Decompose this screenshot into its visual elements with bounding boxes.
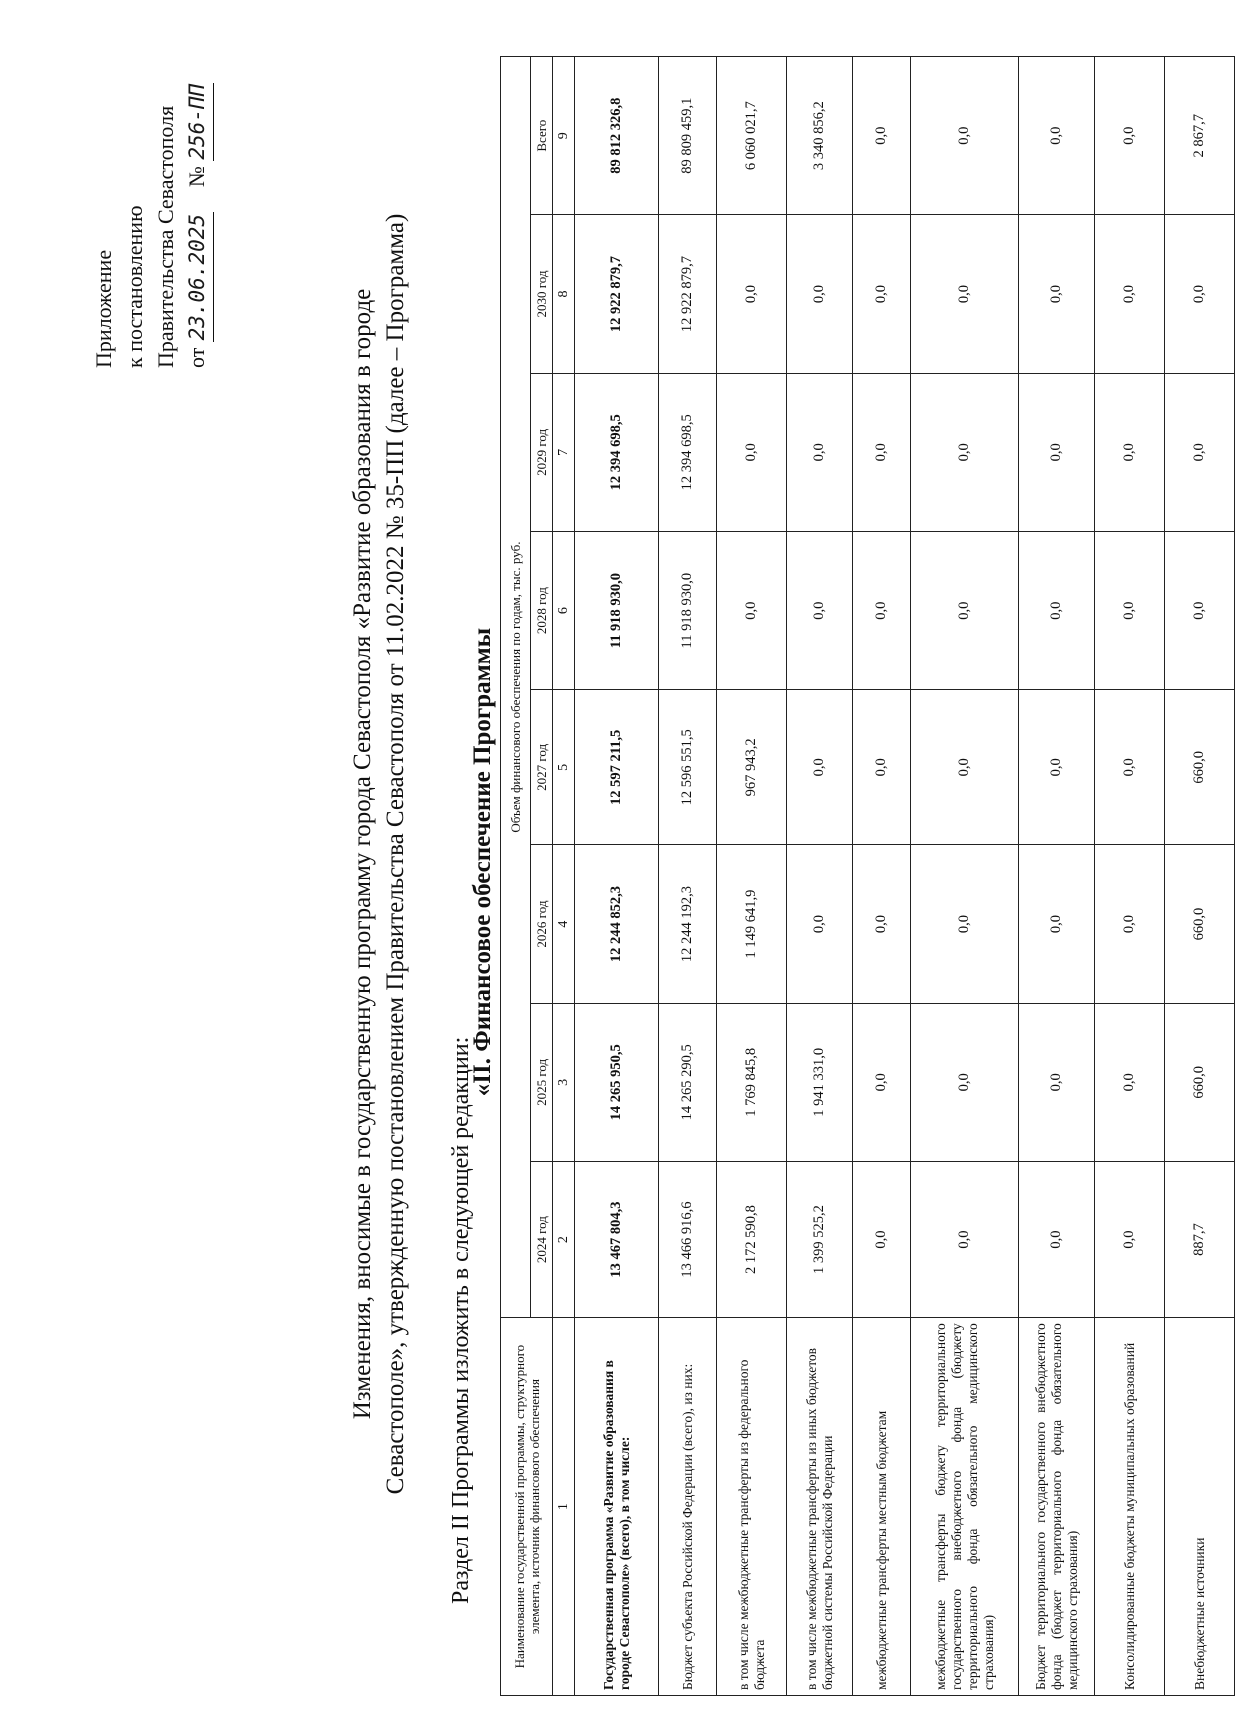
value-cell: 89 809 459,1	[659, 57, 717, 215]
index-cell: 8	[553, 215, 575, 373]
value-cell: 0,0	[1095, 690, 1165, 845]
value-cell: 0,0	[717, 373, 787, 531]
value-cell: 0,0	[787, 215, 853, 373]
row-name: Бюджет территориального государственного внебюджетного фонда (бюджет территориального фонда обязательного медицинского страхования)	[1019, 1318, 1095, 1696]
financing-table	[500, 56, 1235, 1696]
value-cell: 1 399 525,2	[787, 1162, 853, 1318]
value-cell: 0,0	[911, 373, 1019, 531]
value-cell: 2 867,7	[1165, 57, 1235, 215]
index-cell: 6	[553, 531, 575, 689]
value-cell: 0,0	[911, 690, 1019, 845]
value-cell: 0,0	[1019, 1162, 1095, 1318]
number-prefix: №	[184, 166, 209, 188]
value-cell: 967 943,2	[717, 690, 787, 845]
index-cell: 2	[553, 1162, 575, 1318]
value-cell: 13 467 804,3	[575, 1162, 659, 1318]
table-row	[787, 57, 853, 1696]
value-cell: 0,0	[787, 845, 853, 1003]
value-cell: 660,0	[1165, 845, 1235, 1003]
value-cell: 0,0	[1095, 531, 1165, 689]
value-cell: 0,0	[1095, 373, 1165, 531]
appendix-block	[88, 68, 214, 368]
intro-line: Севастополе», утвержденную постановлением Правительства Севастополя от 11.02.2022 № 35-ПП (далее – Программа)	[382, 213, 409, 1495]
value-cell: 12 922 879,7	[575, 215, 659, 373]
value-cell: 0,0	[717, 215, 787, 373]
value-cell: 0,0	[1019, 373, 1095, 531]
appendix-line: к постановлению	[122, 205, 147, 368]
appendix-date-line	[181, 68, 214, 368]
table-row	[1095, 57, 1165, 1696]
year-header: 2028 год	[531, 531, 553, 689]
index-cell: 7	[553, 373, 575, 531]
value-cell: 1 941 331,0	[787, 1003, 853, 1161]
year-header: 2030 год	[531, 215, 553, 373]
section-title: «II. Финансовое обеспечение Программы	[469, 627, 496, 1097]
value-cell: 0,0	[911, 531, 1019, 689]
value-cell: 0,0	[787, 690, 853, 845]
value-cell: 0,0	[1165, 373, 1235, 531]
value-cell: 0,0	[1019, 845, 1095, 1003]
name-column-header: Наименование государственной программы, структурного элемента, источник финансового обеспечения	[501, 1318, 553, 1696]
value-cell: 0,0	[1095, 215, 1165, 373]
table-row	[1165, 57, 1235, 1696]
value-cell: 6 060 021,7	[717, 57, 787, 215]
value-cell: 0,0	[853, 845, 911, 1003]
index-cell: 3	[553, 1003, 575, 1161]
intro-paragraph	[346, 74, 412, 1634]
value-cell: 0,0	[1019, 1003, 1095, 1161]
value-cell: 0,0	[1095, 845, 1165, 1003]
table-row-program-total	[575, 57, 659, 1696]
index-cell: 9	[553, 57, 575, 215]
appendix-line: Приложение	[91, 249, 116, 368]
value-cell: 0,0	[1019, 215, 1095, 373]
row-name: Бюджет субъекта Российской Федерации (всего), из них:	[659, 1318, 717, 1696]
value-cell: 0,0	[1019, 57, 1095, 215]
value-cell: 0,0	[787, 373, 853, 531]
value-cell: 1 769 845,8	[717, 1003, 787, 1161]
index-cell: 4	[553, 845, 575, 1003]
row-name: в том числе межбюджетные трансферты из иных бюджетов бюджетной системы Российской Федерации	[787, 1318, 853, 1696]
value-cell: 0,0	[853, 690, 911, 845]
year-header: 2027 год	[531, 690, 553, 845]
value-cell: 12 922 879,7	[659, 215, 717, 373]
index-row	[553, 57, 575, 1696]
value-cell: 0,0	[1019, 690, 1095, 845]
handwritten-date: 23.06.2025	[182, 212, 214, 342]
value-cell: 0,0	[1165, 215, 1235, 373]
value-cell: 0,0	[853, 1003, 911, 1161]
table-row	[659, 57, 717, 1696]
value-cell: 1 149 641,9	[717, 845, 787, 1003]
index-cell: 5	[553, 690, 575, 845]
value-cell: 0,0	[1165, 531, 1235, 689]
appendix-line: Правительства Севастополя	[153, 105, 178, 368]
value-cell: 2 172 590,8	[717, 1162, 787, 1318]
year-header: 2029 год	[531, 373, 553, 531]
value-cell: 0,0	[911, 1162, 1019, 1318]
intro-line: Изменения, вносимые в государственную программу города Севастополя «Развитие образования в городе	[349, 288, 376, 1420]
handwritten-number: 256-ПП	[182, 83, 214, 161]
value-cell: 0,0	[911, 1003, 1019, 1161]
row-name: межбюджетные трансферты местным бюджетам	[853, 1318, 911, 1696]
value-cell: 3 340 856,2	[787, 57, 853, 215]
table-row	[717, 57, 787, 1696]
row-name: межбюджетные трансферты бюджету территориального государственного внебюджетного фонда (бюджету территориального фонда обязательного медицинского страхования)	[911, 1318, 1019, 1696]
value-cell: 14 265 290,5	[659, 1003, 717, 1161]
value-cell: 0,0	[853, 373, 911, 531]
row-name: Консолидированные бюджеты муниципальных образований	[1095, 1318, 1165, 1696]
value-cell: 0,0	[1019, 531, 1095, 689]
value-cell: 0,0	[853, 531, 911, 689]
group-column-header: Объем финансового обеспечения по годам, тыс. руб.	[501, 57, 531, 1318]
value-cell: 12 394 698,5	[659, 373, 717, 531]
value-cell: 12 394 698,5	[575, 373, 659, 531]
value-cell: 0,0	[1095, 1162, 1165, 1318]
value-cell: 887,7	[1165, 1162, 1235, 1318]
section-instruction: Раздел II Программы изложить в следующей редакции:	[448, 1036, 474, 1604]
value-cell: 0,0	[911, 215, 1019, 373]
value-cell: 0,0	[787, 531, 853, 689]
table-row	[853, 57, 911, 1696]
value-cell: 660,0	[1165, 690, 1235, 845]
value-cell: 12 596 551,5	[659, 690, 717, 845]
table-row	[911, 57, 1019, 1696]
value-cell: 14 265 950,5	[575, 1003, 659, 1161]
value-cell: 89 812 326,8	[575, 57, 659, 215]
row-name: в том числе межбюджетные трансферты из федерального бюджета	[717, 1318, 787, 1696]
value-cell: 0,0	[911, 57, 1019, 215]
value-cell: 0,0	[853, 1162, 911, 1318]
value-cell: 12 244 852,3	[575, 845, 659, 1003]
table-row	[1019, 57, 1095, 1696]
row-name: Внебюджетные источники	[1165, 1318, 1235, 1696]
value-cell: 13 466 916,6	[659, 1162, 717, 1318]
year-header: 2026 год	[531, 845, 553, 1003]
value-cell: 11 918 930,0	[575, 531, 659, 689]
value-cell: 12 244 192,3	[659, 845, 717, 1003]
date-prefix: от	[184, 347, 209, 368]
value-cell: 660,0	[1165, 1003, 1235, 1161]
value-cell: 12 597 211,5	[575, 690, 659, 845]
year-header: 2025 год	[531, 1003, 553, 1161]
value-cell: 0,0	[1095, 1003, 1165, 1161]
value-cell: 0,0	[911, 845, 1019, 1003]
table-header-row	[501, 57, 531, 1696]
value-cell: 0,0	[1095, 57, 1165, 215]
value-cell: 0,0	[853, 215, 911, 373]
row-name: Государственная программа «Развитие образования в городе Севастополе» (всего), в том числе:	[575, 1318, 659, 1696]
year-header: 2024 год	[531, 1162, 553, 1318]
total-header: Всего	[531, 57, 553, 215]
value-cell: 0,0	[717, 531, 787, 689]
value-cell: 11 918 930,0	[659, 531, 717, 689]
value-cell: 0,0	[853, 57, 911, 215]
index-cell: 1	[553, 1318, 575, 1696]
